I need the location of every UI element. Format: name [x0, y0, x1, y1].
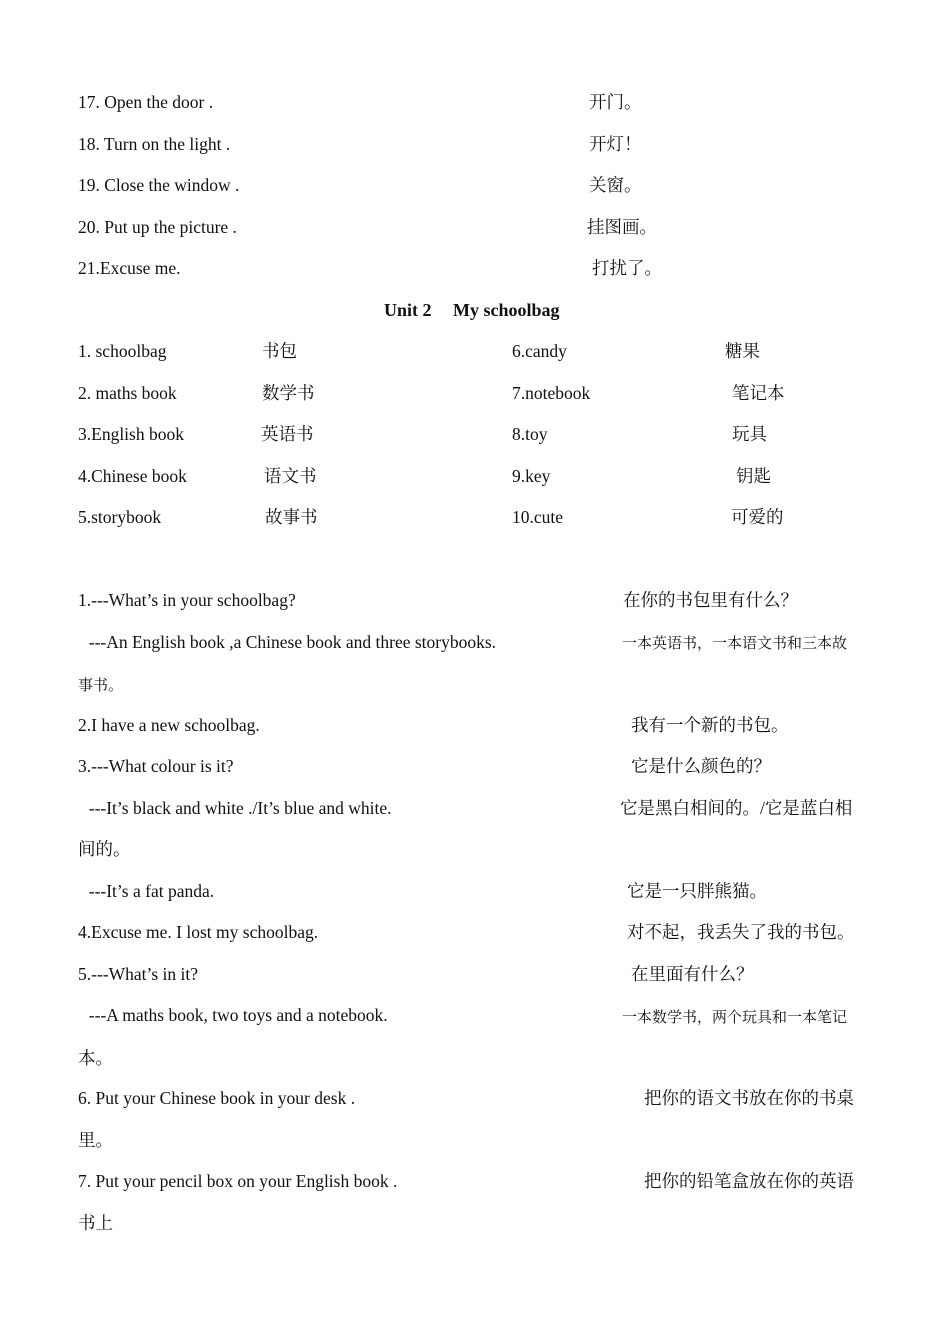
sentence-en: 5.---What’s in it? — [78, 964, 199, 984]
sentence-zh: 把你的语文书放在你的书桌 — [644, 1088, 854, 1108]
sentence-zh: 在里面有什么？ — [631, 964, 754, 984]
vocab-zh: 书包 — [262, 341, 297, 361]
phrase-zh: 关窗。 — [589, 175, 642, 195]
phrase-zh: 打扰了。 — [592, 258, 662, 278]
sentence-zh: 对不起，我丢失了我的书包。 — [627, 922, 855, 942]
vocab-en: 5.storybook — [78, 507, 162, 527]
sentence-zh: 它是什么颜色的？ — [631, 756, 771, 776]
vocab-en: 3.English book — [78, 424, 184, 444]
unit-title: My schoolbag — [453, 300, 560, 320]
sentence-en: ---It’s black and white ./It’s blue and white. — [80, 798, 392, 818]
sentence-en: 3.---What colour is it? — [78, 756, 234, 776]
vocab-zh: 语文书 — [264, 466, 317, 486]
sentence-zh-cont: 里。 — [78, 1130, 113, 1150]
vocab-en: 6.candy — [512, 341, 567, 361]
vocab-en: 10.cute — [512, 507, 564, 527]
vocab-zh: 笔记本 — [732, 383, 785, 403]
sentence-en: 1.---What’s in your schoolbag? — [78, 590, 296, 610]
vocab-en: 9.key — [512, 466, 551, 486]
phrase-zh: 挂图画。 — [587, 217, 657, 237]
sentence-en: 6. Put your Chinese book in your desk . — [78, 1088, 356, 1108]
sentence-zh: 它是一只胖熊猫。 — [627, 881, 767, 901]
phrase-en: 21.Excuse me. — [78, 258, 181, 278]
vocab-en: 8.toy — [512, 424, 548, 444]
sentence-zh: 把你的铅笔盒放在你的英语 — [644, 1171, 854, 1191]
phrase-zh: 开门。 — [589, 92, 642, 112]
unit-label: Unit 2 — [384, 300, 432, 320]
sentence-zh-cont: 本。 — [78, 1048, 113, 1068]
phrase-en: 19. Close the window . — [78, 175, 240, 195]
vocab-en: 4.Chinese book — [78, 466, 187, 486]
vocab-zh: 玩具 — [732, 424, 767, 444]
phrase-en: 17. Open the door . — [78, 92, 214, 112]
sentence-en: ---It’s a fat panda. — [80, 881, 215, 901]
vocab-zh: 数学书 — [262, 383, 315, 403]
vocab-zh: 糖果 — [725, 341, 760, 361]
sentence-en: 4.Excuse me. I lost my schoolbag. — [78, 922, 319, 942]
vocab-zh: 英语书 — [261, 424, 314, 444]
sentence-zh-cont: 间的。 — [78, 839, 131, 859]
sentence-en: ---A maths book, two toys and a notebook. — [80, 1005, 388, 1025]
vocab-zh: 钥匙 — [736, 466, 771, 486]
sentence-zh: 在你的书包里有什么？ — [623, 590, 798, 610]
vocab-en: 1. schoolbag — [78, 341, 167, 361]
phrase-en: 18. Turn on the light . — [78, 134, 231, 154]
sentence-zh: 一本英语书，一本语文书和三本故 — [622, 636, 848, 652]
sentence-zh-cont: 书上 — [78, 1213, 113, 1233]
vocab-zh: 可爱的 — [731, 507, 784, 527]
sentence-zh: 一本数学书，两个玩具和一本笔记 — [622, 1010, 848, 1026]
vocab-zh: 故事书 — [265, 507, 318, 527]
phrase-en: 20. Put up the picture . — [78, 217, 237, 237]
sentence-zh: 我有一个新的书包。 — [631, 715, 789, 735]
sentence-zh-cont: 事书。 — [78, 678, 124, 694]
sentence-en: ---An English book ,a Chinese book and three storybooks. — [80, 632, 497, 652]
vocab-en: 7.notebook — [512, 383, 591, 403]
sentence-en: 7. Put your pencil box on your English book . — [78, 1171, 398, 1191]
phrase-zh: 开灯！ — [589, 134, 642, 154]
sentence-en: 2.I have a new schoolbag. — [78, 715, 260, 735]
vocab-en: 2. maths book — [78, 383, 177, 403]
sentence-zh: 它是黑白相间的。/它是蓝白相 — [620, 798, 853, 818]
